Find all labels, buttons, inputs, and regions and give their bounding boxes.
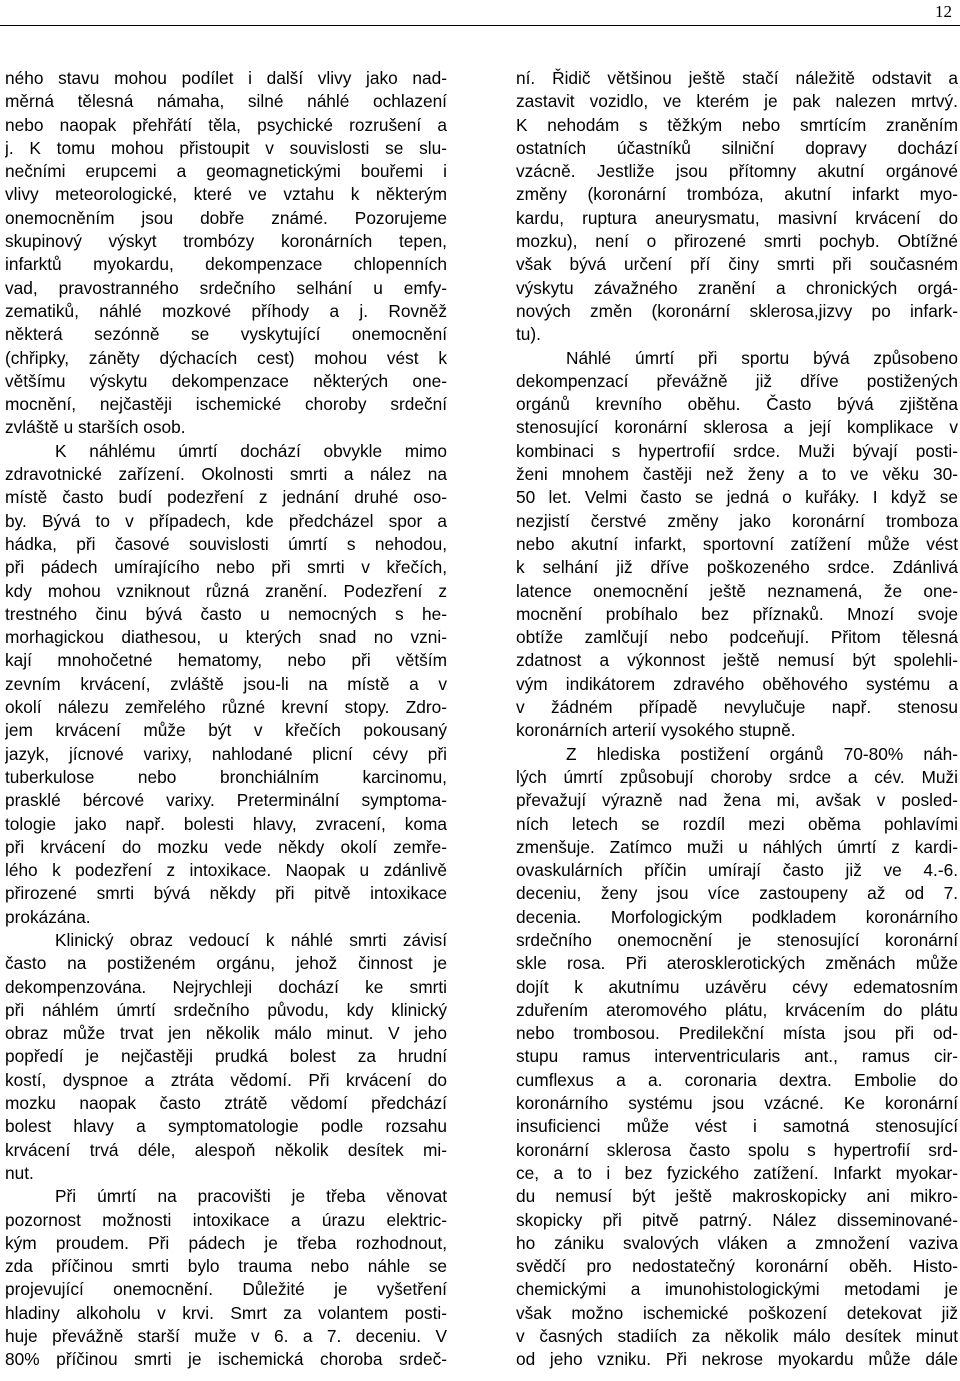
text-line: mocnění probíhalo bez příznaků. Mnozí svoje [516,603,958,624]
text-line: du nemusí být ještě makroskopicky ani mikro- [516,1186,958,1207]
text-line: koronárních arterií vysokého stupně. [516,720,796,741]
text-line: nut. [5,1162,34,1183]
text-line: obraz může trvat jen několik málo minut. V jeho [5,1023,447,1044]
text-line: onemocněním jsou dobře známé. Pozorujeme [5,207,447,228]
text-line: 50 let. Velmi často se jedná o kuřáky. I když se [516,487,958,508]
text-line: kdy mohou vzniknout různá zranění. Podezření z [5,580,447,601]
right-column [516,67,958,1372]
text-line: převažují výrazně nad žena mi, avšak v posled- [516,790,958,811]
text-line: Z hlediska postižení orgánů 70-80% náh- [566,743,958,764]
text-line: zastavit vozidlo, ve kterém je pak nalezen mrtvý. [516,91,958,112]
text-line: bolest hlavy a symptomatologie podle rozsahu [5,1116,447,1137]
text-line: ostatních účastníků silniční dopravy dochází [516,137,958,158]
text-line: koronárního systému jsou vzácné. Ke koronární [516,1093,958,1114]
text-line: často na postiženém orgánu, jehož činnost je [5,953,447,974]
text-line: decenia. Morfologickým podkladem koronárního [516,906,958,927]
text-line: j. K tomu mohou přistoupit v souvislosti se slu- [5,137,447,158]
text-line: změny (koronární trombóza, akutní infarkt myo- [516,184,958,205]
text-line: tuberkulose nebo bronchiálním karcinomu, [5,766,447,787]
text-line: jem krvácení může být v křečích pokousaný [5,720,447,741]
text-line: K náhlému úmrtí dochází obvykle mimo [55,440,447,461]
text-line: Klinický obraz vedoucí k náhlé smrti závisí [55,929,447,950]
text-line: při náhlém úmrtí srdečního původu, kdy klinický [5,999,447,1020]
text-line: deceniu, ženy jsou více zastoupeny až od 7. [516,883,958,904]
text-line: trestného činu bývá často u nemocných s he- [5,603,447,624]
text-line: však bývá určení pří činy smrti při současném [516,254,958,275]
text-line: od jeho vzniku. Při nekrose myokardu může dále [516,1349,958,1370]
text-line: hladiny alkoholu v krvi. Smrt za volantem posti- [5,1302,447,1323]
header-rule [0,25,960,26]
left-column [5,67,447,1372]
text-line: ce, a to i bez fyzického zatížení. Infarkt myokar- [516,1162,958,1183]
text-line: ních letech se rozdíl mezi oběma pohlavími [516,813,958,834]
text-line: K nehodám s těžkým nebo smrtícím zraněním [516,114,958,135]
text-line: cumflexus a a. coronaria dextra. Embolie do [516,1069,958,1090]
text-line: tologie jako např. bolesti hlavy, zvracení, koma [5,813,447,834]
text-line: vzácně. Jestliže jsou přítomny akutní orgánové [516,161,958,182]
text-line: stenosující koronární sklerosa a její komplikace v [516,417,958,438]
text-line: tu). [516,324,541,345]
text-line: dekompenzována. Nejrychleji dochází ke smrti [5,976,447,997]
text-line: prasklé bércové varixy. Preterminální symptoma- [5,790,447,811]
text-line: vým indikátorem zdravého oběhového systému a [516,673,958,694]
text-line: lého k podezření z intoxikace. Naopak u zdánlivě [5,860,447,881]
text-line: kým proudem. Při pádech je třeba rozhodnout, [5,1232,447,1253]
text-line: projevující onemocnění. Důležité je vyšetření [5,1279,447,1300]
text-line: při krvácení do mozku vede někdy okolí zemře- [5,836,447,857]
text-line: 80% příčinou smrti je ischemická choroba srdeč- [5,1349,447,1370]
text-line: (chřipky, záněty dýchacích cest) mohou vést k [5,347,447,368]
text-line: kombinaci s hypertrofií srdce. Muži bývají posti- [516,440,958,461]
text-line: jazyk, jícnové varixy, nahlodané plicní cévy při [5,743,447,764]
text-line: zdravotnické zařízení. Okolnosti smrti a nález na [5,464,447,485]
text-line: měrná tělesná námaha, silné náhlé ochlazení [5,91,447,112]
text-line: zda příčinou smrti bylo trauma nebo náhle se [5,1256,447,1277]
text-line: skopicky při pitvě patrný. Nález disseminované- [516,1209,958,1230]
text-line: vad, pravostranného srdečního selhání u emfy- [5,277,447,298]
text-line: zematiků, náhlé mozkové příhody a j. Rovněž [5,300,447,321]
text-line: hádka, při časové souvislosti úmrtí s nehodou, [5,533,447,554]
text-line: orgánů krevního oběhu. Často bývá zjištěna [516,394,958,415]
text-line: lých úmrtí způsobují choroby srdce a cév. Muži [516,766,958,787]
text-line: však možno ischemické poškození detekovat již [516,1302,958,1323]
text-line: popředí je nejčastěji prudká bolest za hrudní [5,1046,447,1067]
text-line: nezjistí čerstvé změny jako koronární tromboza [516,510,958,531]
text-line: srdečního onemocnění je stenosující koronární [516,929,958,950]
text-line: vlivy meteorologické, které ve vztahu k některým [5,184,447,205]
text-line: mozku naopak často ztrátě vědomí předchází [5,1093,447,1114]
text-line: morhagickou diathesou, u kterých snad no vzni- [5,627,447,648]
text-line: místě často budí podezření z jednání druhé oso- [5,487,447,508]
text-line: mozku), není o přirozené smrti pochyb. Obtížné [516,231,958,252]
text-line: huje převážně starší muže v 6. a 7. deceniu. V [5,1326,447,1347]
text-line: latence onemocnění ještě neznamená, že one- [516,580,958,601]
text-line: zevním krvácení, zvláště jsou-li na místě a v [5,673,447,694]
text-line: nebo akutní infarkt, sportovní zatížení může vést [516,533,958,554]
text-line: koronární sklerosa často spolu s hypertrofií srd- [516,1139,958,1160]
text-line: okolí nálezu zemřelého různé krevní stopy. Zdro- [5,697,447,718]
text-line: kají mnohočetné hematomy, nebo při větším [5,650,447,671]
text-line: stupu ramus interventricularis ant., ramus cir- [516,1046,958,1067]
text-line: nebo trombosou. Predilekční místa jsou při od- [516,1023,958,1044]
text-line: přirozené smrti bývá někdy při pitvě intoxikace [5,883,447,904]
text-line: skle rosa. Při aterosklerotických změnách může [516,953,958,974]
text-line: ovaskulárních příčin umírají často již ve 4.-6. [516,860,958,881]
text-line: zmenšuje. Zatímco muži u náhlých úmrtí z kardi- [516,836,958,857]
text-line: svědčí pro nedostatečný koronární oběh. Histo- [516,1256,958,1277]
text-line: Náhlé úmrtí při sportu bývá způsobeno [566,347,958,368]
text-line: dekompenzací převážně již dříve postižených [516,370,958,391]
text-line: by. Bývá to v případech, kde předcházel spor a [5,510,447,531]
text-line: v časných stadiích za několik málo desítek minut [516,1326,958,1347]
text-line: ní. Řidič většinou ještě stačí náležitě odstavit a [516,68,958,88]
text-line: chemickými a imunohistologickými metodami je [516,1279,958,1300]
page-number: 12 [935,2,952,21]
text-line: kardu, ruptura aneurysmatu, masivní krvácení do [516,207,958,228]
text-line: většímu výskytu dekompenzace některých one- [5,370,447,391]
text-line: některá sezónně se vyskytující onemocnění [5,324,447,345]
text-line: infarktů myokardu, dekompenzace chlopenních [5,254,447,275]
text-line: insuficienci může vést i samotná stenosující [516,1116,958,1137]
text-line: skupinový výskyt trombózy koronárních tepen, [5,231,447,252]
text-line: ho zániku svalových vláken a zmnožení vaziva [516,1232,958,1253]
text-line: nových změn (koronární sklerosa,jizvy po infark- [516,300,958,321]
text-line: zduřením ateromového plátu, krvácením do plátu [516,999,958,1020]
text-line: nebo naopak přehřátí těla, psychické rozrušení a [5,114,447,135]
text-line: pozornost možnosti intoxikace a úrazu elektric- [5,1209,447,1230]
text-line: zdatnost a výkonnost ještě nemusí být spolehli- [516,650,958,671]
text-line: k selhání již dříve poškozeného srdce. Zdánlivá [516,557,958,578]
text-line: výskytu závažného zranění a chronických orgá- [516,277,958,298]
text-line: zvláště u starších osob. [5,417,186,438]
text-line: Při úmrtí na pracovišti je třeba věnovat [55,1186,447,1207]
text-line: při pádech umírajícího nebo při smrti v křečích, [5,557,447,578]
text-line: prokázána. [5,906,91,927]
text-line: obtíže zamlčují nebo podceňují. Přitom tělesná [516,627,958,648]
text-line: kostí, dyspnoe a ztráta vědomí. Při krvácení do [5,1069,447,1090]
text-line: mocnění, nejčastěji ischemické choroby srdeční [5,394,447,415]
text-line: krvácení trvá déle, alespoň několik desítek mi- [5,1139,447,1160]
text-line: ženi mnohem častěji než ženy a to ve věku 30- [516,464,958,485]
text-line: ného stavu mohou podílet i další vlivy jako nad- [5,68,447,88]
text-line: nečními erupcemi a geomagnetickými bouřemi i [5,161,447,182]
text-line: dojít k akutnímu uzávěru cévy edematosním [516,976,958,997]
text-line: v žádném případě nevylučuje např. stenosu [516,697,958,718]
